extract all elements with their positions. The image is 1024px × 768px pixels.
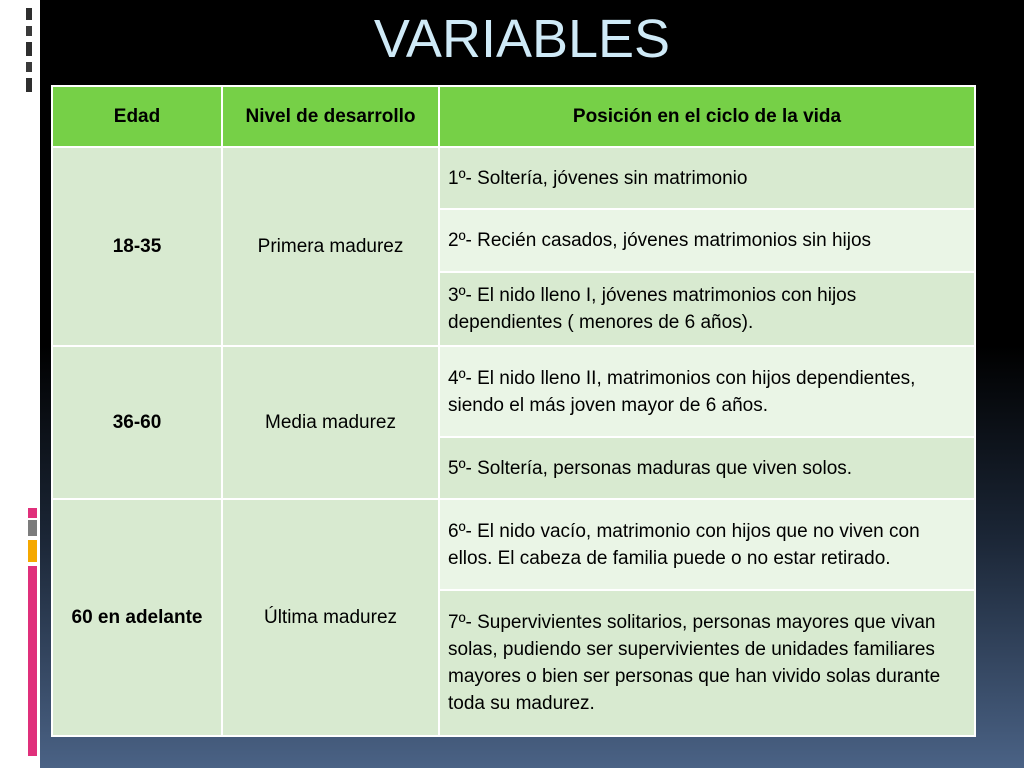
position-cell: 5º- Soltería, personas maduras que viven solos. (439, 437, 975, 499)
age-cell: 60 en adelante (52, 499, 222, 736)
slide-title: VARIABLES (373, 9, 671, 69)
variables-table (51, 85, 976, 737)
decor-pink-bar (28, 508, 37, 518)
level-cell: Última madurez (222, 499, 439, 736)
position-cell: 6º- El nido vacío, matrimonio con hijos que no viven con ellos. El cabeza de familia puede o no estar retirado. (439, 499, 975, 590)
decor-gray-bar (28, 520, 37, 536)
age-cell: 18-35 (52, 147, 222, 346)
header-nivel: Nivel de desarrollo (222, 86, 439, 147)
table-row (52, 147, 975, 209)
left-decoration-band (0, 0, 40, 768)
age-cell: 36-60 (52, 346, 222, 499)
table-row (52, 499, 975, 590)
position-cell: 7º- Supervivientes solitarios, personas mayores que vivan solas, pudiendo ser supervivientes de unidades familiares mayores o bien ser personas que han vivido solas durante toda su madurez. (439, 590, 975, 736)
decor-line (26, 78, 32, 92)
position-cell: 3º- El nido lleno I, jóvenes matrimonios con hijos dependientes ( menores de 6 años). (439, 272, 975, 346)
header-posicion: Posición en el ciclo de la vida (439, 86, 975, 147)
table-row (52, 346, 975, 437)
level-cell: Media madurez (222, 346, 439, 499)
position-cell: 4º- El nido lleno II, matrimonios con hijos dependientes, siendo el más joven mayor de 6 años. (439, 346, 975, 437)
position-cell: 2º- Recién casados, jóvenes matrimonios sin hijos (439, 209, 975, 272)
header-edad: Edad (52, 86, 222, 147)
level-cell: Primera madurez (222, 147, 439, 346)
position-cell: 1º- Soltería, jóvenes sin matrimonio (439, 147, 975, 209)
decor-pink-bar-long (28, 566, 37, 756)
decor-orange-bar (28, 540, 37, 562)
table-header-row (52, 86, 975, 147)
